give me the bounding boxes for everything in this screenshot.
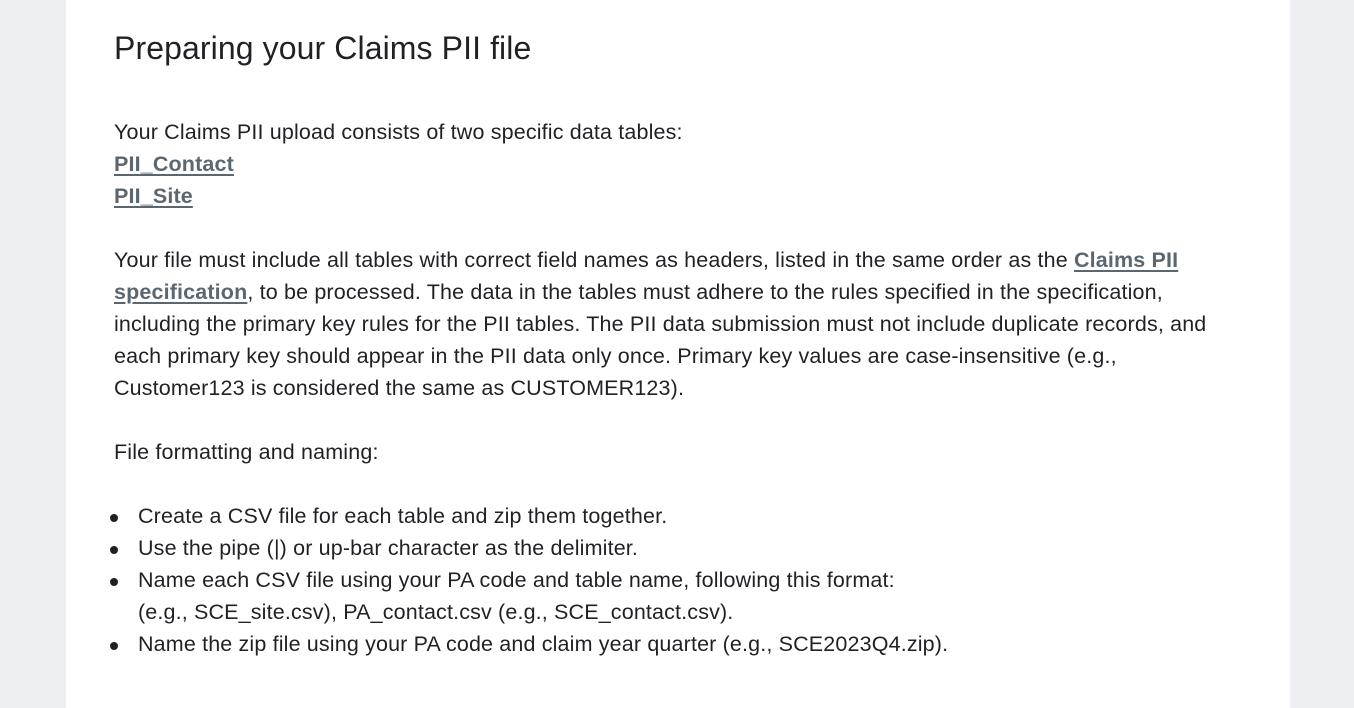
page-title: Preparing your Claims PII file <box>114 30 532 66</box>
intro-section <box>114 116 683 212</box>
pii-contact-link[interactable]: PII_Contact <box>114 152 234 176</box>
spec-text-after: , to be processed. The data in the tables must adhere to the rules specified in the specification, including the primary key rules for the PII tables. The PII data submission must not include duplicate records, and each primary key should appear in the PII data only once. Primary key values are case-insensitive (e.g., Customer123 is considered the same as CUSTOMER123). <box>114 280 1207 400</box>
list-item <box>114 532 1244 564</box>
claims-pii-specification-link[interactable]: Claims PII specification <box>114 248 1179 304</box>
list-item <box>114 628 1244 660</box>
list-item <box>114 500 1244 532</box>
intro-text: Your Claims PII upload consists of two specific data tables: <box>114 120 683 144</box>
bullet-icon <box>110 578 118 586</box>
list-item <box>114 564 1244 628</box>
bullet-icon <box>110 546 118 554</box>
bullet-icon <box>110 642 118 650</box>
list-item-text: Use the pipe (|) or up-bar character as the delimiter. <box>138 536 639 560</box>
spec-paragraph <box>114 244 1244 404</box>
bullet-icon <box>110 514 118 522</box>
pii-site-link[interactable]: PII_Site <box>114 184 193 208</box>
formatting-rules-list <box>114 500 1244 660</box>
content-card <box>66 0 1290 708</box>
list-item-text-continued: (e.g., SCE_site.csv), PA_contact.csv (e.g., SCE_contact.csv). <box>138 600 734 624</box>
list-item-text: Name each CSV file using your PA code and table name, following this format: <box>138 568 895 592</box>
list-item-text: Create a CSV file for each table and zip them together. <box>138 504 668 528</box>
formatting-heading: File formatting and naming: <box>114 440 379 464</box>
list-item-text: Name the zip file using your PA code and claim year quarter (e.g., SCE2023Q4.zip). <box>138 632 949 656</box>
spec-text-before: Your file must include all tables with correct field names as headers, listed in the same order as the <box>114 248 1074 272</box>
